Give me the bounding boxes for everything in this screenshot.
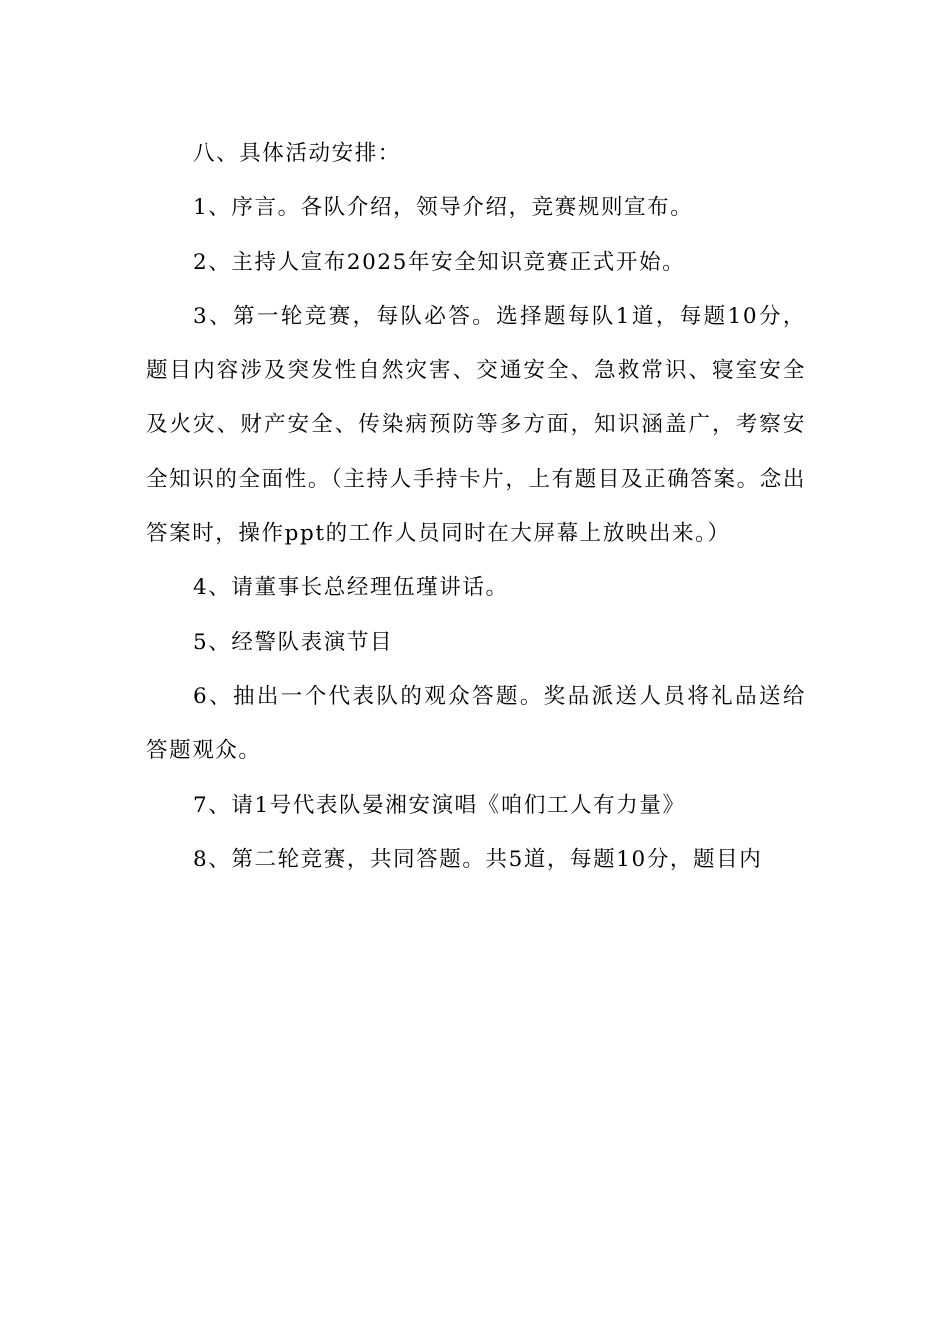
agenda-item-2: 2、主持人宣布2025年安全知识竞赛正式开始。 <box>193 249 686 275</box>
agenda-item-3: 3、第一轮竞赛，每队必答。选择题每队1道，每题10分，题目内容涉及突发性自然灾害、交通安全、急救常识、寝室安全及火灾、财产安全、传染病预防等多方面，知识涵盖广，考察安全知识的全面性。（主持人手持卡片，上有题目及正确答案。念出答案时，操作ppt的工作人员同时在大屏幕上放映出来。） <box>146 303 806 547</box>
document-body <box>146 127 806 887</box>
agenda-item-1: 1、序言。各队介绍，领导介绍，竞赛规则宣布。 <box>193 195 694 221</box>
agenda-item-6: 6、抽出一个代表队的观众答题。奖品派送人员将礼品送给答题观众。 <box>146 683 806 764</box>
section-heading: 八、具体活动安排： <box>193 141 401 166</box>
agenda-item-8: 8、第二轮竞赛，共同答题。共5道，每题10分，题目内 <box>193 846 763 872</box>
agenda-item-5: 5、经警队表演节目 <box>193 629 394 655</box>
agenda-item-7: 7、请1号代表队晏湘安演唱《咱们工人有力量》 <box>193 792 686 818</box>
agenda-item-4: 4、请董事长总经理伍瑾讲话。 <box>193 575 509 601</box>
